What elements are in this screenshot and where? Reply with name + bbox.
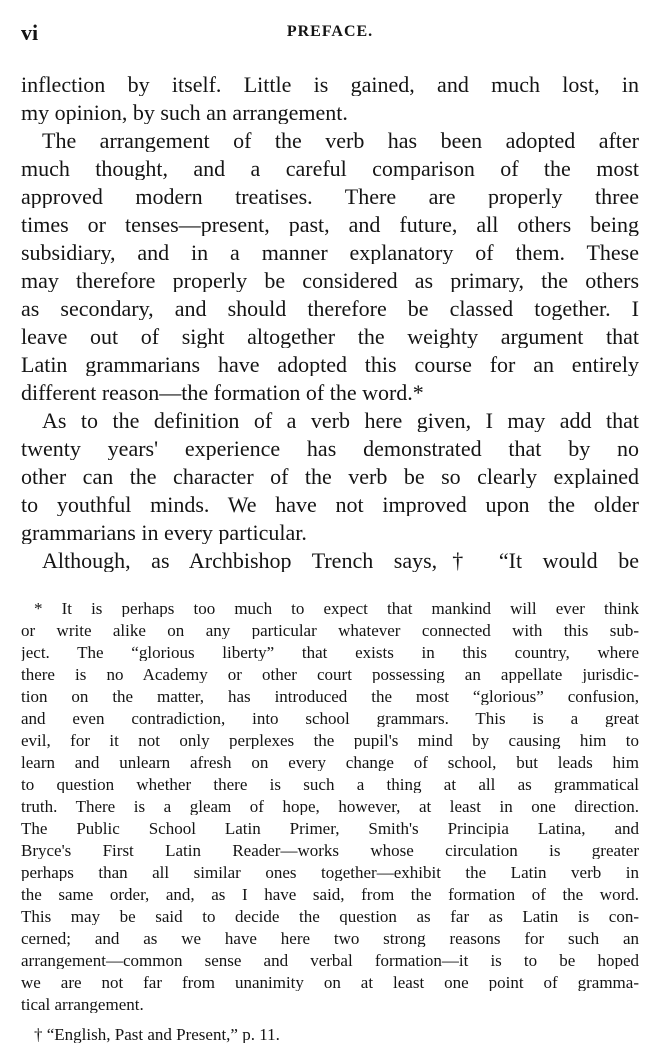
footnote-line: arrangement—common sense and verbal formation—it is to be hoped <box>21 952 639 969</box>
footnote-line: cerned; and as we have here two strong reasons for such an <box>21 930 639 947</box>
footnote-line: ject. The “glorious liberty” that exists in this country, where <box>21 644 639 661</box>
running-head: PREFACE. <box>286 23 374 40</box>
footnote-line: to question whether there is such a thing at all as grammatical <box>21 776 639 793</box>
body-line: my opinion, by such an arrangement. <box>21 102 348 124</box>
body-line: Although, as Archbishop Trench says,† “It would be <box>42 550 639 572</box>
footnote-line: This may be said to decide the question as far as Latin is con- <box>21 908 639 925</box>
body-line: leave out of sight altogether the weighty argument that <box>21 326 639 348</box>
footnote-line: there is no Academy or other court possessing an appellate jurisdic- <box>21 666 639 683</box>
footnote-line: the same order, and, as I have said, from the formation of the word. <box>21 886 639 903</box>
footnote-line: we are not far from unanimity on at least one point of gramma- <box>21 974 639 991</box>
body-line: to youthful minds. We have not improved upon the older <box>21 494 639 516</box>
footnote-line: tical arrangement. <box>21 996 144 1013</box>
footnote-line: and even contradiction, into school grammars. This is a great <box>21 710 639 727</box>
body-line: As to the definition of a verb here given, I may add that <box>42 410 639 432</box>
body-line: Latin grammarians have adopted this course for an entirely <box>21 354 639 376</box>
footnote-line: * It is perhaps too much to expect that mankind will ever think <box>34 600 639 617</box>
footnote-line: Bryce's First Latin Reader—works whose circulation is greater <box>21 842 639 859</box>
footnote-line: perhaps than all similar ones together—exhibit the Latin verb in <box>21 864 639 881</box>
body-line: grammarians in every particular. <box>21 522 307 544</box>
body-line: may therefore properly be considered as primary, the others <box>21 270 639 292</box>
footnote-line: The Public School Latin Primer, Smith's Principia Latina, and <box>21 820 639 837</box>
footnote-line: or write alike on any particular whatever connected with this sub- <box>21 622 639 639</box>
body-line: as secondary, and should therefore be classed together. I <box>21 298 639 320</box>
body-line: times or tenses—present, past, and future, all others being <box>21 214 639 236</box>
body-line: twenty years' experience has demonstrated that by no <box>21 438 639 460</box>
body-line: The arrangement of the verb has been adopted after <box>42 130 639 152</box>
footnote-line: learn and unlearn afresh on every change of school, but leads him <box>21 754 639 771</box>
body-line: inflection by itself. Little is gained, and much lost, in <box>21 74 639 96</box>
body-line: different reason—the formation of the word.* <box>21 382 424 404</box>
page-header <box>21 20 639 44</box>
footnote-line: tion on the matter, has introduced the most “glorious” confusion, <box>21 688 639 705</box>
page-number: vi <box>21 20 39 45</box>
footnote-line: truth. There is a gleam of hope, however, at least in one direction. <box>21 798 639 815</box>
body-line: subsidiary, and in a manner explanatory of them. These <box>21 242 639 264</box>
body-line: other can the character of the verb be so clearly explained <box>21 466 639 488</box>
body-line: approved modern treatises. There are properly three <box>21 186 639 208</box>
footnote-line: evil, for it not only perplexes the pupil's mind by causing him to <box>21 732 639 749</box>
footnote-line: † “English, Past and Present,” p. 11. <box>34 1026 280 1043</box>
body-line: much thought, and a careful comparison of the most <box>21 158 639 180</box>
